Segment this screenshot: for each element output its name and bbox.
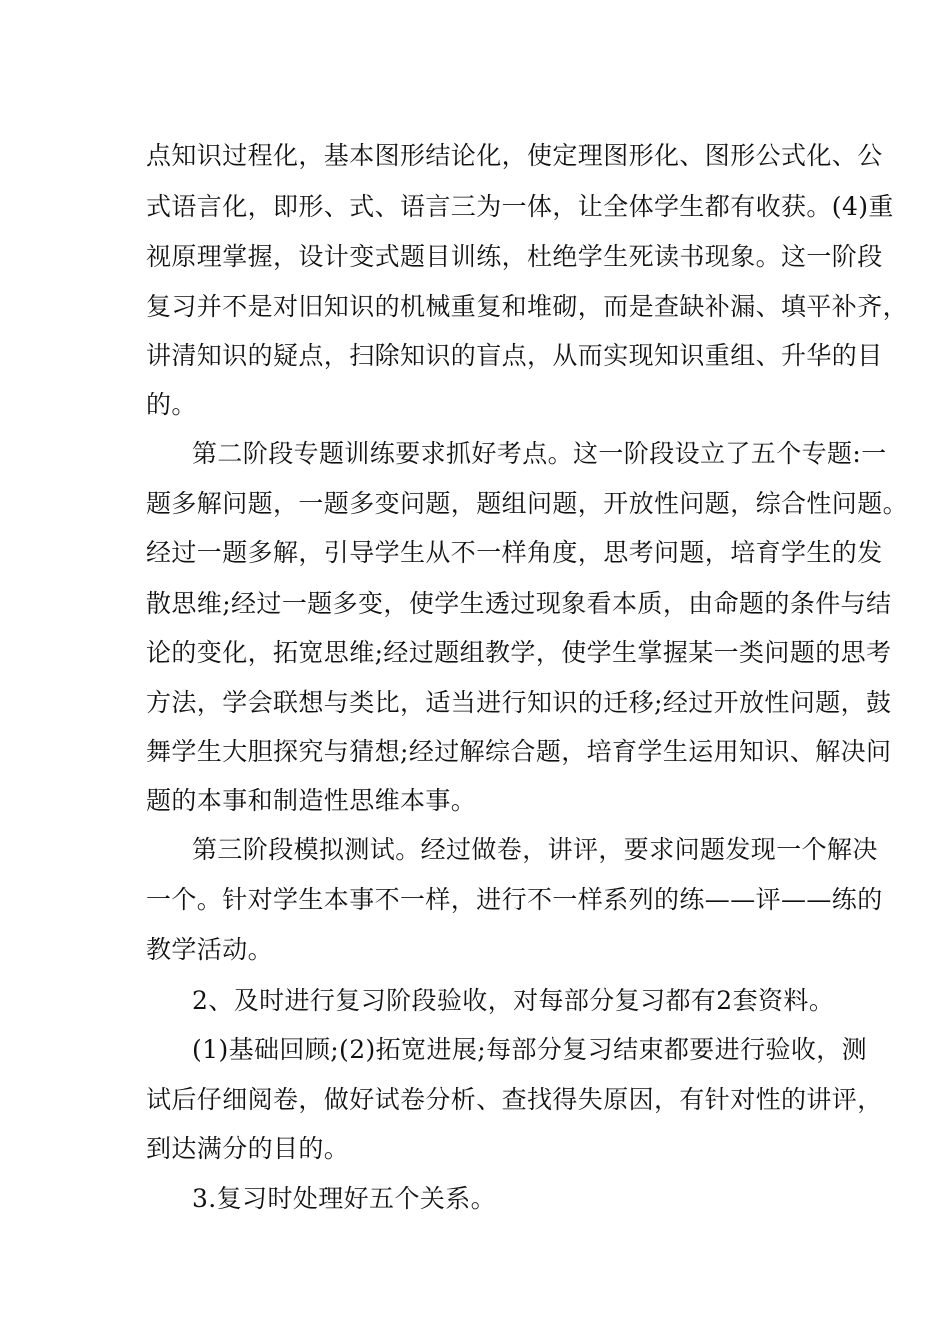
text-line: 视原理掌握，设计变式题目训练，杜绝学生死读书现象。这一阶段	[146, 242, 883, 271]
text-line: (1)基础回顾;(2)拓宽进展;每部分复习结束都要进行验收，测	[192, 1035, 868, 1064]
text-line: 论的变化，拓宽思维;经过题组教学，使学生掌握某一类问题的思考	[146, 638, 892, 667]
text-line: 复习并不是对旧知识的机械重复和堆砌，而是查缺补漏、填平补齐，	[146, 292, 909, 321]
text-line: 教学活动。	[146, 935, 274, 964]
text-line: 的。	[146, 390, 197, 419]
text-line: 试后仔细阅卷，做好试卷分析、查找得失原因，有针对性的讲评，	[146, 1085, 883, 1114]
text-line: 式语言化，即形、式、语言三为一体，让全体学生都有收获。(4)重	[146, 192, 894, 221]
text-line: 讲清知识的疑点，扫除知识的盲点，从而实现知识重组、升华的目	[146, 341, 883, 370]
text-line: 散思维;经过一题多变，使学生透过现象看本质，由命题的条件与结	[146, 589, 892, 618]
text-line: 方法，学会联想与类比，适当进行知识的迁移;经过开放性问题，鼓	[146, 688, 892, 717]
text-line: 经过一题多解，引导学生从不一样角度，思考问题，培育学生的发	[146, 538, 883, 567]
text-line: 3.复习时处理好五个关系。	[192, 1184, 497, 1213]
text-line: 第三阶段模拟测试。经过做卷，讲评，要求问题发现一个解决	[192, 835, 878, 864]
text-line: 到达满分的目的。	[146, 1134, 350, 1163]
text-line: 舞学生大胆探究与猜想;经过解综合题，培育学生运用知识、解决问	[146, 737, 892, 766]
text-line: 题的本事和制造性思维本事。	[146, 786, 477, 815]
text-line: 题多解问题，一题多变问题，题组问题，开放性问题，综合性问题。	[146, 489, 909, 518]
text-line: 2、及时进行复习阶段验收，对每部分复习都有2套资料。	[192, 986, 835, 1015]
text-line: 点知识过程化，基本图形结论化，使定理图形化、图形公式化、公	[146, 141, 883, 170]
text-line: 一个。针对学生本事不一样，进行不一样系列的练——评——练的	[146, 885, 883, 914]
text-line: 第二阶段专题训练要求抓好考点。这一阶段设立了五个专题:一	[192, 439, 887, 468]
